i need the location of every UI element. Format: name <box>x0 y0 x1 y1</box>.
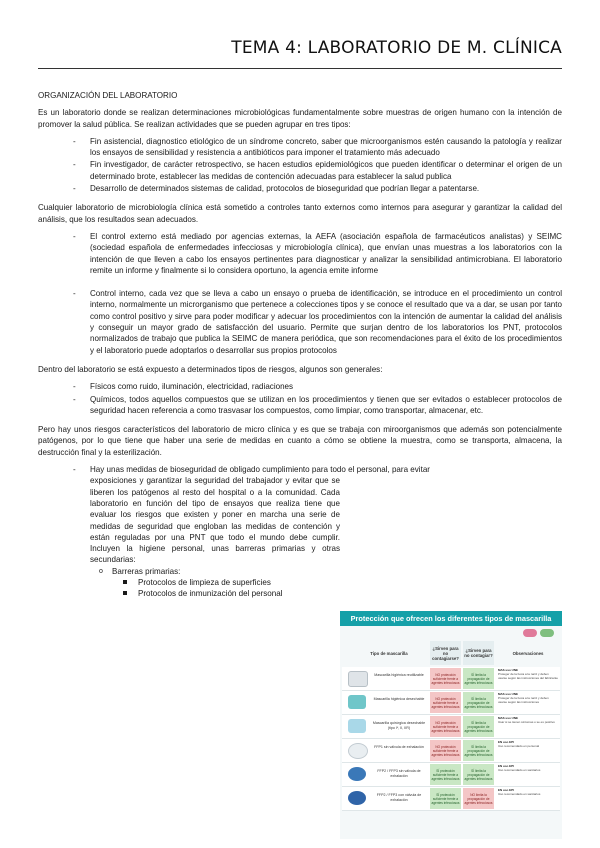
note-text: Proteger de la boca a la nariz y deben usarse según las instrucciones del fabricante <box>498 671 558 680</box>
spread-cell: SÍ limita la propagación de agentes infecciosos <box>463 692 494 713</box>
protect-cell: SÍ protección suficiente frente a agentes infecciosos <box>430 764 461 785</box>
table-row <box>342 715 560 739</box>
protect-cell: NO protección suficiente frente a agentes infecciosos <box>430 668 461 689</box>
list-item: - Desarrollo de determinados sistemas de calidad, protocolos de bioseguridad que podrían llegar a patentarse. <box>90 183 562 194</box>
col-notes-header: Observaciones <box>512 650 544 656</box>
note-title: MAS uso UNE <box>498 716 519 720</box>
notes-cell <box>498 741 558 749</box>
col-protect-header: ¿Sirven para no contagiarse? <box>430 641 461 665</box>
notes-cell <box>498 693 558 704</box>
note-text: Uso recomendado en sanitarios <box>498 791 541 796</box>
mask-type: Mascarilla higiénica desechable <box>373 697 425 701</box>
list-item: - Fin investigador, de carácter retrospectivo, se hacen estudios epidemiológicos que pueden identificar o determinar el origen de un determinado brote, establecer las medidas de contención adecuadas para establecer la salud publica <box>90 159 562 182</box>
table-row <box>342 763 560 787</box>
document-body <box>38 90 562 608</box>
risks-intro: Dentro del laboratorio se está expuesto a determinados tipos de riesgos, algunos son generales: <box>38 364 383 374</box>
protect-cell: NO protección suficiente frente a agentes infecciosos <box>430 716 461 737</box>
mask-type: FFP1 sin válvula de exhalación <box>374 745 424 749</box>
note-text: Usar si se tienen síntomas o se es positivo <box>498 719 555 724</box>
mask-type: Mascarilla higiénica reutilizable <box>374 673 424 677</box>
note-text: Uso recomendado en personal <box>498 743 540 748</box>
mask-icon <box>348 719 366 733</box>
primary-barriers <box>90 566 340 600</box>
list-item: Protocolos de inmunización del personal <box>138 588 340 599</box>
note-title: EN uso EPI <box>498 788 515 792</box>
table-row <box>342 691 560 715</box>
infographic-title: Protección que ofrecen los diferentes tipos de mascarilla <box>340 611 562 626</box>
note-title: EN uso EPI <box>498 740 515 744</box>
logo-icon <box>540 629 554 637</box>
protect-cell: SÍ protección suficiente frente a agentes infecciosos <box>430 788 461 809</box>
mask-icon <box>348 767 366 781</box>
section-heading: ORGANIZACIÓN DEL LABORATORIO <box>38 91 178 100</box>
spread-cell: SÍ limita la propagación de agentes infecciosos <box>463 764 494 785</box>
note-text: Uso recomendado en sanitarios <box>498 767 541 772</box>
types-list <box>38 136 562 194</box>
biosafety-list <box>38 464 562 600</box>
table-row <box>342 739 560 763</box>
spread-cell: SÍ limita la propagación de agentes infecciosos <box>463 668 494 689</box>
list-item: - Físicos como ruido, iluminación, electricidad, radiaciones <box>90 381 562 392</box>
notes-cell <box>498 789 558 797</box>
mask-icon <box>348 671 368 687</box>
list-item: - El control externo está mediado por agencias externas, la AEFA (asociación española de farmacéuticos analistas) y SEIMC (sociedad española de enfermedades infecciosas y microbiología clínica), que envían unas muestras a los laboratorios con la intención de que lleven a cabo los ensayos pertinentes para diagnosticar y analizar la sensibilidad antimicrobiana. El laboratorio remite un informe y finalmente si lo considera oportuno, la agencia emite informe <box>90 231 562 276</box>
biosafety-rest: exposiciones y garantizar la seguridad del trabajador y evitar que se liberen los patógenos al resto del hospital o a la comunidad. Cada laboratorio en función del tipo de ensayos que realiza tiene que evaluar los riesgos que existen y poner en marcha una serie de medidas de seguridad que engloban las medidas de contención y están reguladas por una PNT que todo el mundo debe cumplir. Incluyen la higiene personal, unas barreras primarias y otras secundarias: <box>90 476 340 565</box>
list-item: - Químicos, todos aquellos compuestos que se utilizan en los procedimientos y tienen que ser evitados o establecer protocolos de seguridad hacen referencia a como trasvasar los compuestos, como limpiar, como transportar, almacenar, etc. <box>90 394 562 417</box>
note-title: MAS uso UNE <box>498 692 519 696</box>
note-text: Proteger de la boca a la nariz y deben usarse según las instrucciones <box>498 695 549 704</box>
controls-list <box>38 231 562 356</box>
list-item: - Control interno, cada vez que se lleva a cabo un ensayo o prueba de identificación, se introduce en el procedimiento un control interno, normalmente un microrganismo que pertenece a colecciones tipos y se conoce el resultado que va a dar, se usan por tanto como control positivo y sirve para poder modificar y adecuar los procedimientos con la intención de aumentar la calidad del análisis y conseguir un mayor grado de satisfacción del usuario. Permite que surjan dentro de los laboratorios los PNT, protocolos normalizados de trabajo que publica la SEIMC de manera periódica, que son recomendaciones para el éxito de los procedimientos y el laboratorio puede adoptarlos o desarrollar sus propios protocolos <box>90 288 562 356</box>
note-title: EN uso EPI <box>498 764 515 768</box>
intro-paragraph: Es un laboratorio donde se realizan determinaciones microbiológicas fundamentalmente sobre muestras de origen humano con la intención de promover la salud pública. Se realizan actividades que se pueden agrupar en tres tipos: <box>38 108 562 129</box>
controls-intro: Cualquier laboratorio de microbiología clínica está sometido a controles tanto externos como internos para asegurar y garantizar la calidad del análisis, que los resultados sean adecuados. <box>38 203 562 224</box>
mask-type: FFP2 / FFP3 sin válvula de exhalación <box>377 769 421 778</box>
notes-cell <box>498 765 558 773</box>
protect-cell: NO protección suficiente frente a agentes infecciosos <box>430 740 461 761</box>
biosafety-first-line: - Hay unas medidas de bioseguridad de obligado cumplimiento para todo el personal, para evitar <box>90 465 430 475</box>
spread-cell: SÍ limita la propagación de agentes infecciosos <box>463 716 494 737</box>
notes-cell <box>498 669 558 680</box>
list-item <box>90 464 562 600</box>
risks-list <box>38 381 562 416</box>
mask-icon <box>348 791 366 805</box>
mask-type: FFP2 / FFP3 con válvula de exhalación <box>376 793 422 802</box>
table-row <box>342 667 560 691</box>
col-spread-header: ¿Sirven para no contagiar? <box>463 641 494 665</box>
note-title: MAS uso UNE <box>498 668 519 672</box>
col-type-header: Tipo de mascarilla <box>370 650 408 656</box>
page-title: TEMA 4: LABORATORIO DE M. CLÍNICA <box>231 38 562 58</box>
list-item: Protocolos de limpieza de superficies <box>138 577 340 588</box>
micro-intro: Pero hay unos riesgos característicos del laboratorio de micro clínica y es que se trabaja con miroorganismos que además son potencialmente patógenos, por lo que tiene que haber una serie de medidas en cuanto a cómo se obtiene la muestra, como se transporta, almacena, la destrucción final y la esterilización. <box>38 425 562 457</box>
logo-icon <box>523 629 537 637</box>
mask-infographic <box>340 611 562 839</box>
title-rule <box>38 68 562 69</box>
mask-type: Mascarilla quirúrgica desechable (tipo I*, II, IIR) <box>372 721 426 730</box>
ministry-logos <box>523 629 554 639</box>
spread-cell: NO limita la propagación de agentes infecciosos <box>463 788 494 809</box>
table-row <box>342 787 560 811</box>
mask-icon <box>348 695 366 709</box>
primary-barriers-label: Barreras primarias: <box>112 566 181 576</box>
list-item: - Fin asistencial, diagnostico etiológico de un síndrome concreto, saber que microorganismos estén causando la patología y realizar los ensayos de sensibilidad y resistencia a antibióticos para imponer el tratamiento más adecuado <box>90 136 562 159</box>
biosafety-text <box>90 475 340 599</box>
list-item <box>112 566 340 600</box>
protect-cell: NO protección suficiente frente a agentes infecciosos <box>430 692 461 713</box>
mask-icon <box>348 743 368 759</box>
spread-cell: SÍ limita la propagación de agentes infecciosos <box>463 740 494 761</box>
notes-cell <box>498 717 558 725</box>
primary-barriers-items <box>112 577 340 600</box>
